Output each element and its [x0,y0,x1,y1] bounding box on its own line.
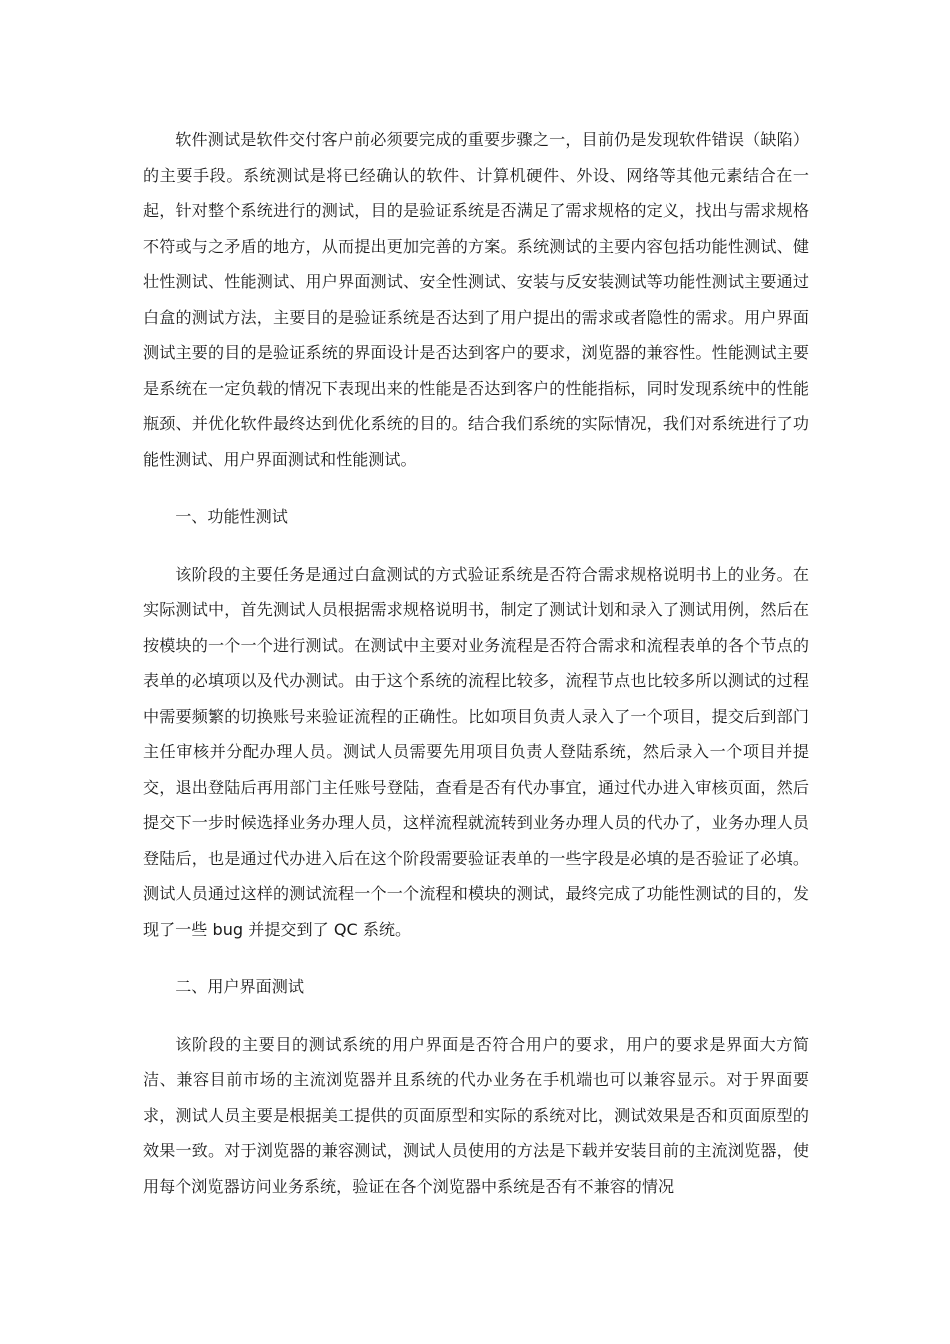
spacer [143,546,809,557]
ui-testing-paragraph: 该阶段的主要目的测试系统的用户界面是否符合用户的要求，用户的要求是界面大方简洁、兼容目前市场的主流浏览器并且系统的代办业务在手机端也可以兼容显示。对于界面要求，测试人员主要是根据美工提供的页面原型和实际的系统对比，测试效果是否和页面原型的效果一致。对于浏览器的兼容测试，测试人员使用的方法是下载并安装目前的主流浏览器，使用每个浏览器访问业务系统，验证在各个浏览器中系统是否有不兼容的情况 [143,1034,809,1196]
document-page [143,122,809,1204]
spacer [143,947,809,958]
intro-paragraph: 软件测试是软件交付客户前必须要完成的重要步骤之一，目前仍是发现软件错误（缺陷）的主要手段。系统测试是将已经确认的软件、计算机硬件、外设、网络等其他元素结合在一起，针对整个系统进行的测试，目的是验证系统是否满足了需求规格的定义，找出与需求规格不符或与之矛盾的地方，从而提出更加完善的方案。系统测试的主要内容包括功能性测试、健壮性测试、性能测试、用户界面测试、安全性测试、安装与反安装测试等功能性测试主要通过白盒的测试方法，主要目的是验证系统是否达到了用户提出的需求或者隐性的需求。用户界面测试主要的目的是验证系统的界面设计是否达到客户的要求，浏览器的兼容性。性能测试主要是系统在一定负载的情况下表现出来的性能是否达到客户的性能指标，同时发现系统中的性能瓶颈、并优化软件最终达到优化系统的目的。结合我们系统的实际情况，我们对系统进行了功能性测试、用户界面测试和性能测试。 [143,130,809,469]
spacer [143,1016,809,1027]
section-heading-functional-testing: 一、功能性测试 [175,507,288,526]
functional-testing-paragraph: 该阶段的主要任务是通过白盒测试的方式验证系统是否符合需求规格说明书上的业务。在实际测试中，首先测试人员根据需求规格说明书，制定了测试计划和录入了测试用例，然后在按模块的一个一个进行测试。在测试中主要对业务流程是否符合需求和流程表单的各个节点的表单的必填项以及代办测试。由于这个系统的流程比较多，流程节点也比较多所以测试的过程中需要频繁的切换账号来验证流程的正确性。比如项目负责人录入了一个项目，提交后到部门主任审核并分配办理人员。测试人员需要先用项目负责人登陆系统，然后录入一个项目并提交，退出登陆后再用部门主任账号登陆，查看是否有代办事宜，通过代办进入审核页面，然后提交下一步时候选择业务办理人员，这样流程就流转到业务办理人员的代办了，业务办理人员登陆后，也是通过代办进入后在这个阶段需要验证表单的一些字段是必填的是否验证了必填。测试人员通过这样的测试流程一个一个流程和模块的测试，最终完成了功能性测试的目的，发现了一些 bug 并提交到了 QC 系统。 [143,564,809,939]
spacer [143,477,809,488]
section-heading-ui-testing: 二、用户界面测试 [175,977,304,996]
